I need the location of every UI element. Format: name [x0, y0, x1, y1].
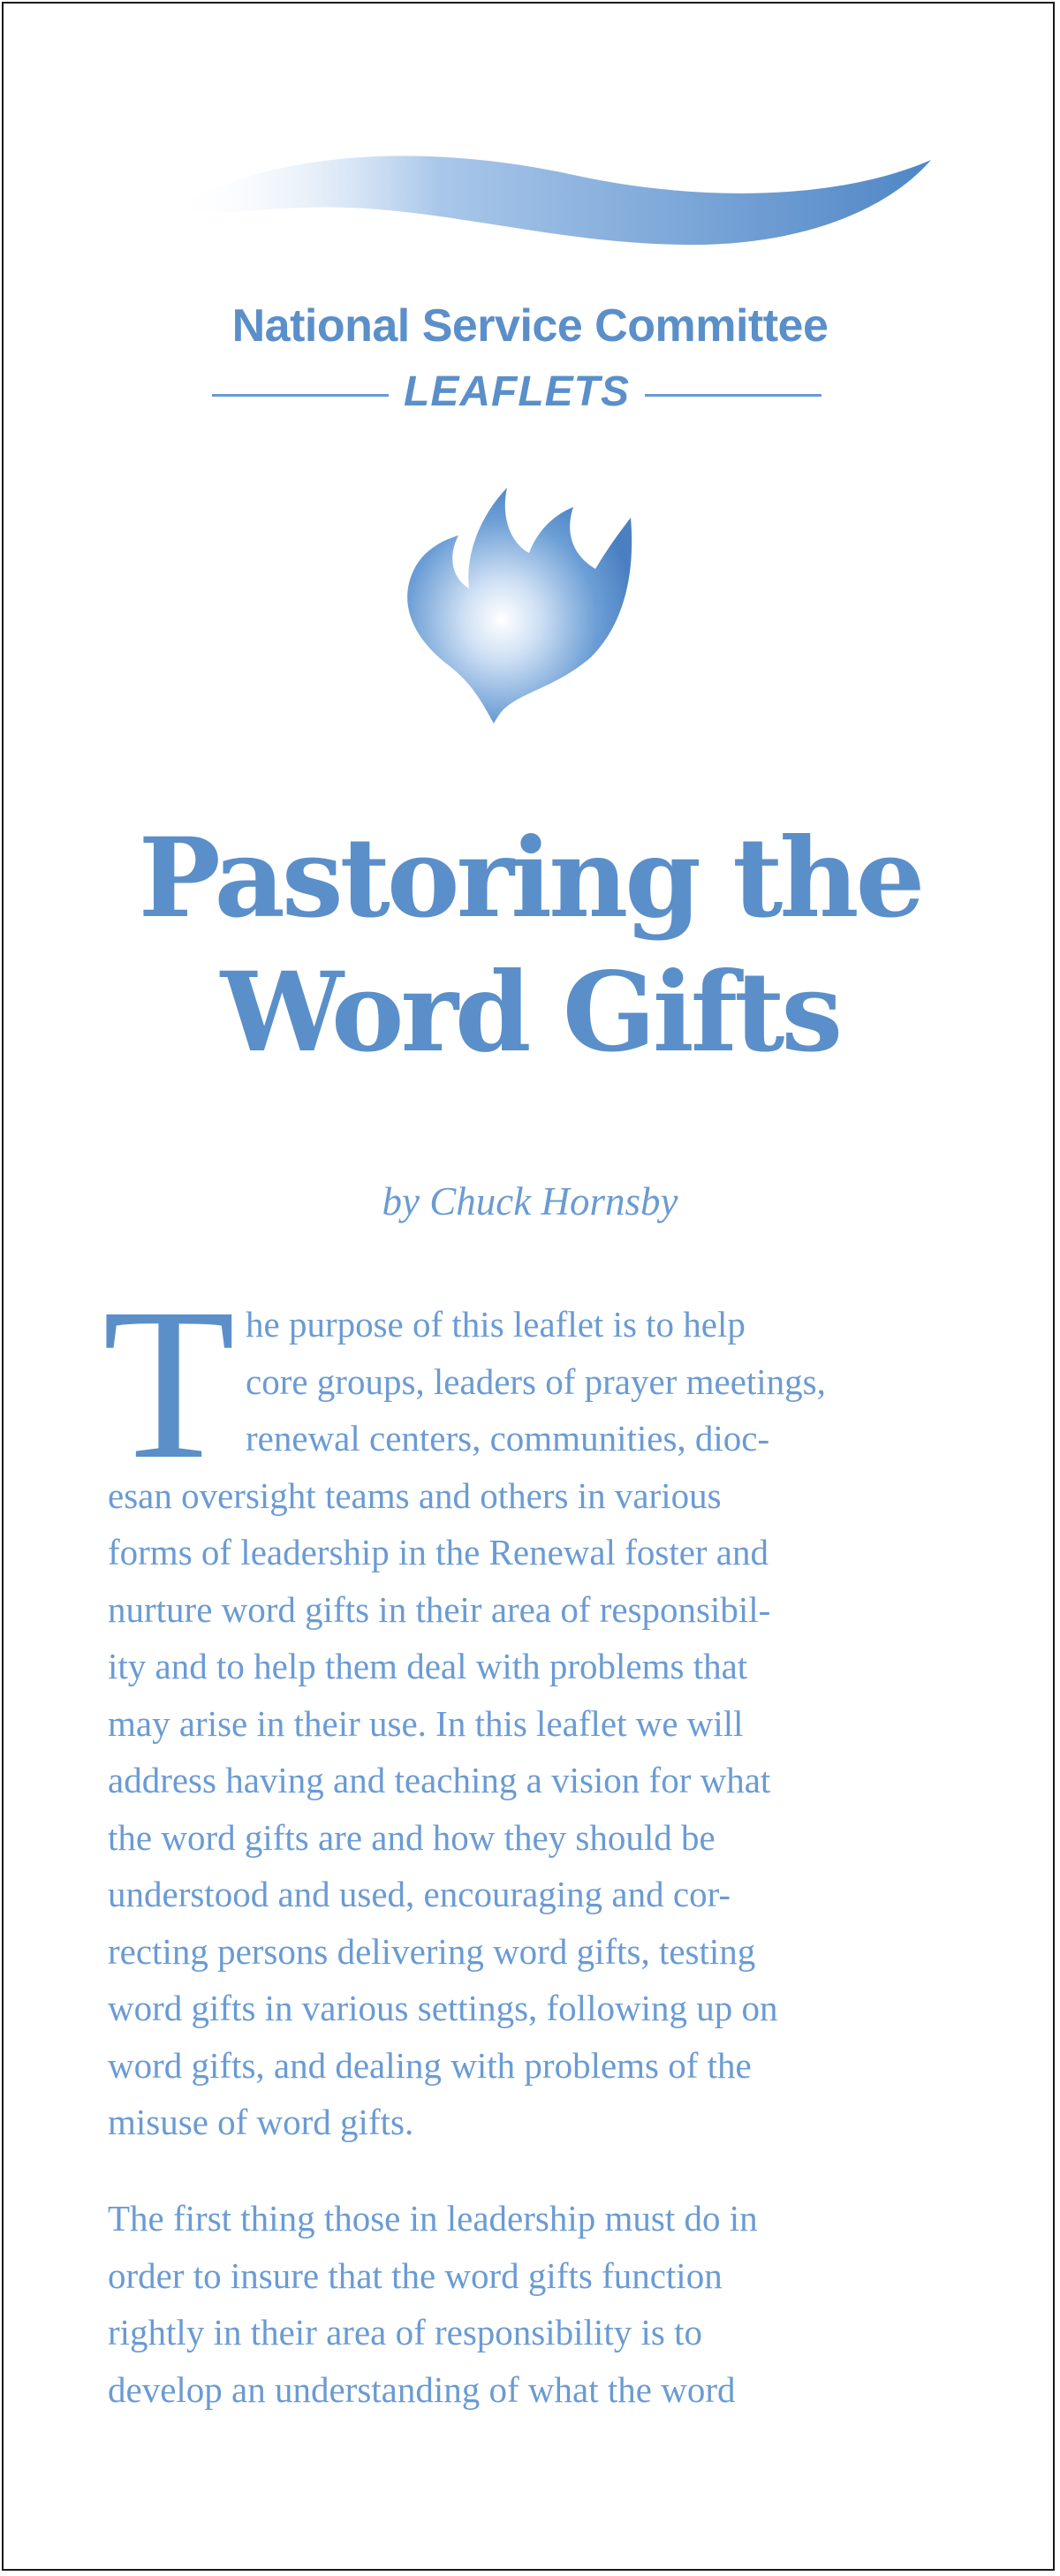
text-line: nurture word gifts in their area of responsibil-: [108, 1588, 771, 1630]
paragraph-1: [108, 1296, 952, 2151]
text-line: word gifts, and dealing with problems of the: [108, 2044, 752, 2086]
swoosh-graphic: [163, 140, 940, 273]
paragraph-2: [108, 2190, 952, 2418]
text-line: forms of leadership in the Renewal foster and: [108, 1532, 769, 1572]
series-banner: [212, 367, 822, 420]
text-line: misuse of word gifts.: [108, 2102, 414, 2142]
title-line-1: Pastoring the: [138, 814, 922, 943]
leaflet-title: [4, 812, 1055, 1080]
text-line: address having and teaching a vision for what: [108, 1760, 771, 1800]
text-line: develop an understanding of what the word: [108, 2368, 736, 2410]
organization-name: National Service Committee: [231, 300, 829, 352]
text-line: understood and used, encouraging and cor-: [108, 1874, 731, 1914]
series-label: LEAFLETS: [404, 368, 630, 415]
title-line-2: Word Gifts: [220, 949, 840, 1077]
text-line: rightly in their area of responsibility is to: [108, 2312, 702, 2352]
text-line: word gifts in various settings, following up on: [108, 1988, 778, 2028]
byline: by Chuck Hornsby: [382, 1179, 678, 1224]
text-line: he purpose of this leaflet is to help: [246, 1304, 746, 1345]
text-line: the word gifts are and how they should be: [108, 1816, 716, 1858]
text-line: recting persons delivering word gifts, testing: [108, 1930, 756, 1972]
drop-cap: T: [102, 1264, 236, 1504]
leaflet-page: [2, 2, 1055, 2571]
text-line: order to insure that the word gifts function: [108, 2254, 723, 2296]
text-line: may arise in their use. In this leaflet we will: [108, 1702, 744, 1744]
text-line: esan oversight teams and others in various: [108, 1474, 722, 1516]
text-line: renewal centers, communities, dioc-: [246, 1418, 770, 1458]
dove-flame-icon: [397, 472, 635, 728]
text-line: ity and to help them deal with problems that: [108, 1646, 748, 1686]
text-line: core groups, leaders of prayer meetings,: [246, 1360, 826, 1402]
text-line: The first thing those in leadership must do in: [108, 2198, 758, 2239]
right-rule: [645, 394, 822, 397]
